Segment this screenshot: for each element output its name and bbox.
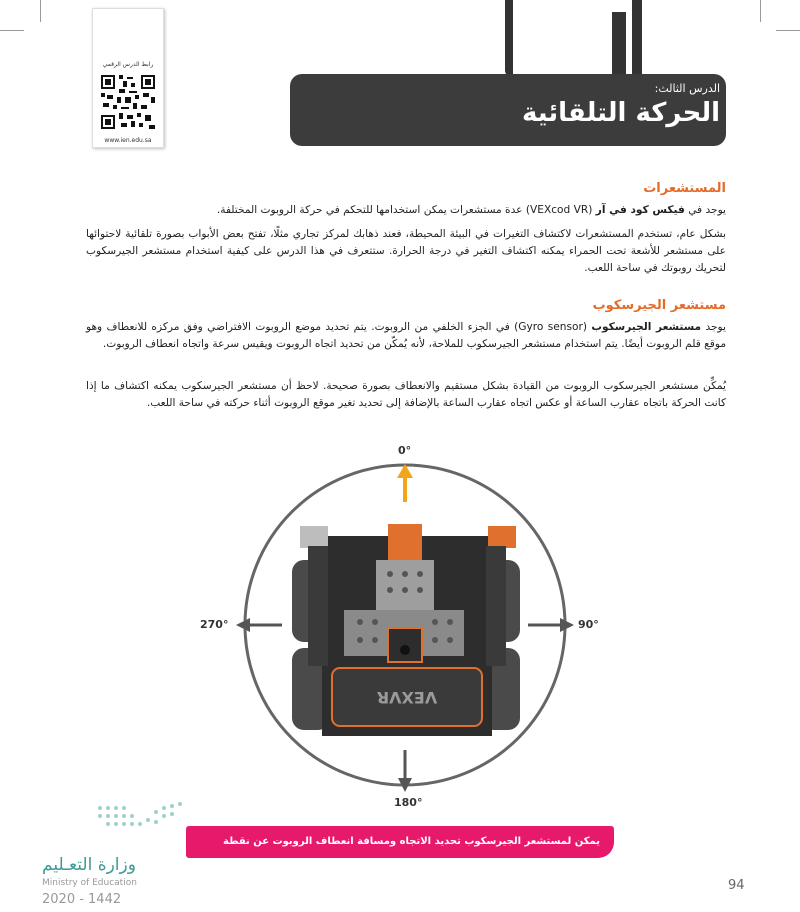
ministry-name-en: Ministry of Education <box>42 878 137 888</box>
lesson-label: الدرس الثالث: <box>654 82 720 95</box>
degree-label-270: 270° <box>200 618 229 631</box>
banner-cable <box>505 0 513 78</box>
page-number: 94 <box>728 878 745 893</box>
crop-mark <box>40 0 41 22</box>
degree-label-0: 0° <box>398 444 412 457</box>
robot-logo: VEXVR <box>376 688 438 707</box>
paragraph: يوجد في فيكس كود في آر (VEXcod VR) عدة مستشعرات يمكن استخدامها للتحكم في حركة الروبوت المختلفة. <box>216 204 726 216</box>
section-heading-gyro: مستشعر الجيرسكوب <box>592 298 726 313</box>
crop-mark <box>760 0 761 22</box>
banner-cable <box>632 0 642 78</box>
robot-compass-figure <box>200 460 600 810</box>
paragraph: يُمكِّن مستشعر الجيرسكوب الروبوت من القيادة بشكل مستقيم والانعطاف بصورة صحيحة. لاحظ أن مستشعر الجيرسكوب يمكنه اكتشاف ما إذا كانت الحركة باتجاه عقارب الساعة أو عكس اتجاه عقارب الساعة بالإضافة إلى تحديد تغير موقع الروبوت أثناء حركته في ساحة اللعب. <box>86 380 726 409</box>
dots-decoration <box>96 800 186 834</box>
qr-code-icon[interactable] <box>99 73 157 131</box>
section-heading-sensors: المستشعرات <box>643 181 726 196</box>
lesson-title: الحركة التلقائية <box>521 98 720 128</box>
qr-url[interactable]: www.ien.edu.sa <box>104 137 152 144</box>
figure-caption: يمكن لمستشعر الجيرسكوب تحديد الاتجاه ومسافة انعطاف الروبوت عن نقطة البداية. <box>186 826 614 858</box>
paragraph: يوجد مستشعر الجيرسكوب (Gyro sensor) في الجزء الخلفي من الروبوت. يتم تحديد موضع الروبوت الافتراضي وفق مركزه للانعطاف وهو موقع قلم الروبوت أيضًا. يتم استخدام مستشعر الجيرسكوب للملاحة، لأنه يُمكّن من تحديد اتجاه الروبوت ويقيس سرعة واتجاه انعطاف الروبوت. <box>86 321 726 350</box>
gyro-diagram <box>200 444 600 810</box>
crop-mark <box>0 30 24 31</box>
degree-label-90: 90° <box>578 618 599 631</box>
degree-label-180: 180° <box>394 796 423 809</box>
ministry-logo-text: وزارة التعـليم <box>42 855 136 875</box>
banner-cable <box>612 12 626 78</box>
crop-mark <box>776 30 800 31</box>
qr-title: رابط الدرس الرقمي <box>102 61 154 68</box>
qr-card[interactable] <box>92 8 164 148</box>
ministry-year: 2020 - 1442 <box>42 892 122 907</box>
paragraph: بشكل عام، تستخدم المستشعرات لاكتشاف التغيرات في البيئة المحيطة، فعند ذهابك لمركز تجاري مثلًا، تفتح بعض الأبواب بصورة تلقائية لاحتوائها على مستشعر للأشعة تحت الحمراء يمكنه اكتشاف التغير في درجة الحرارة. ستتعرف في هذا الدرس على كيفية استخدام مستشعر الجيرسكوب لتحريك روبوتك في ساحة اللعب. <box>86 228 726 274</box>
